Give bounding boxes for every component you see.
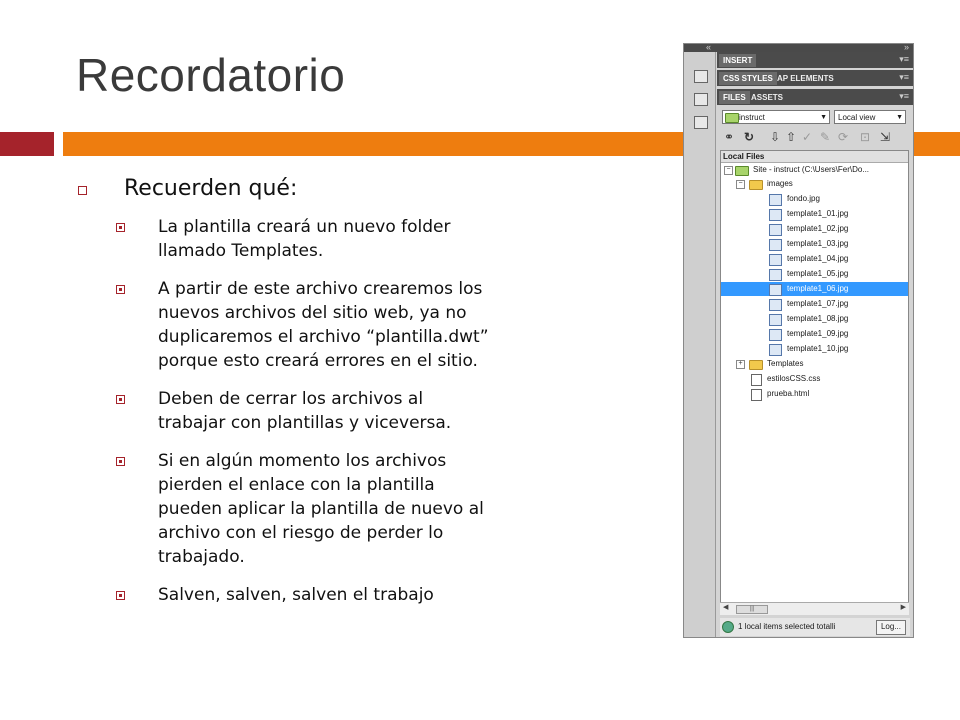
heading-item [70, 176, 490, 201]
bullet-box-icon [78, 186, 87, 195]
local-files-header: Local Files [721, 151, 908, 163]
css-tab-row [717, 70, 913, 86]
tab-css-styles[interactable]: CSS STYLES [719, 72, 777, 85]
image-file-icon [769, 224, 782, 236]
tab-files[interactable]: FILES [719, 91, 750, 104]
status-bar [720, 618, 910, 636]
connect-icon[interactable]: ⚭ [724, 130, 735, 144]
expand-icon[interactable]: ⊡ [860, 130, 871, 144]
collapse-icon[interactable]: − [736, 180, 745, 189]
accent-bar-red [0, 132, 54, 156]
tree-item-file[interactable]: template1_09.jpg [721, 327, 908, 341]
slide-content [70, 176, 490, 621]
bullet-square-icon [116, 395, 125, 404]
sync-icon[interactable]: ⟳ [838, 130, 849, 144]
site-select-value: instruct [739, 113, 765, 122]
tree-item-folder[interactable]: + Templates [721, 357, 908, 371]
image-file-icon [769, 194, 782, 206]
image-file-icon [769, 209, 782, 221]
collapse-right-icon[interactable]: » [903, 43, 909, 52]
check-in-icon[interactable]: ✎ [820, 130, 831, 144]
bullet-square-icon [116, 591, 125, 600]
view-select-value: Local view [838, 113, 876, 122]
log-button[interactable]: Log... [876, 620, 906, 635]
collapse-icon[interactable]: − [724, 166, 733, 175]
bullet-item [70, 449, 490, 569]
local-files-tree [720, 150, 909, 614]
site-select[interactable] [722, 110, 830, 124]
check-out-icon[interactable]: ✓ [802, 130, 813, 144]
insert-tab-row [717, 52, 913, 68]
bullet-item [70, 583, 490, 607]
bullet-text: La plantilla creará un nuevo folder llamado Templates. [158, 217, 451, 261]
tree-item-file[interactable]: template1_04.jpg [721, 252, 908, 266]
files-panel-icon[interactable] [694, 116, 708, 129]
image-file-icon [769, 344, 782, 356]
put-files-icon[interactable]: ⇧ [786, 130, 797, 144]
bullet-text: A partir de este archivo crearemos los nuevos archivos del sitio web, ya no duplicaremos el archivo “plantilla.dwt” porque esto creará errores en el sitio. [158, 279, 489, 371]
bullet-text: Si en algún momento los archivos pierden el enlace con la plantilla pueden aplicar la plantilla de nuevo al archivo con el riesgo de perder lo trabajado. [158, 451, 484, 567]
bullet-item [70, 215, 490, 263]
bullet-item [70, 277, 490, 373]
status-text: 1 local items selected totalli [738, 622, 836, 631]
heading-text: Recuerden qué: [124, 176, 298, 201]
panel-menu-icon[interactable]: ▾≡ [899, 91, 909, 101]
panel-menu-icon[interactable]: ▾≡ [899, 72, 909, 82]
html-file-icon [751, 389, 762, 401]
tree-item-file[interactable]: template1_05.jpg [721, 267, 908, 281]
image-file-icon [769, 299, 782, 311]
tree-item-file[interactable]: fondo.jpg [721, 192, 908, 206]
tree-item-file[interactable]: template1_08.jpg [721, 312, 908, 326]
tree-item-folder[interactable]: − images [721, 177, 908, 191]
collapse-left-icon[interactable]: « [706, 43, 712, 52]
tab-assets[interactable]: ASSETS [751, 93, 784, 102]
scroll-left-icon[interactable]: ◀ [723, 604, 729, 611]
bullet-square-icon [116, 457, 125, 466]
site-toolbar [720, 110, 910, 128]
files-panel-screenshot [683, 43, 914, 638]
site-folder-icon [735, 166, 749, 176]
refresh-icon[interactable]: ↻ [744, 130, 755, 144]
scroll-thumb[interactable]: ||| [736, 605, 768, 614]
slide-title: Recordatorio [76, 49, 346, 101]
file-actions-toolbar [720, 130, 910, 148]
image-file-icon [769, 269, 782, 281]
panel-top-bar [684, 44, 913, 52]
bullet-text: Deben de cerrar los archivos al trabajar con plantillas y viceversa. [158, 389, 452, 433]
tree-item-file[interactable]: template1_07.jpg [721, 297, 908, 311]
image-file-icon [769, 314, 782, 326]
chevron-down-icon: ▼ [896, 114, 903, 121]
tree-item-file[interactable]: prueba.html [721, 387, 908, 401]
image-file-icon [769, 254, 782, 266]
expand-icon[interactable]: + [736, 360, 745, 369]
tree-item-site[interactable]: − Site - instruct (C:\Users\Fer\Do... [721, 163, 908, 177]
insert-panel-icon[interactable] [694, 70, 708, 83]
tree-item-file[interactable]: template1_01.jpg [721, 207, 908, 221]
status-icon [722, 621, 734, 633]
bullet-text: Salven, salven, salven el trabajo [158, 585, 434, 605]
bullet-square-icon [116, 223, 125, 232]
css-panel-icon[interactable] [694, 93, 708, 106]
horizontal-scrollbar[interactable] [720, 602, 909, 615]
bullet-square-icon [116, 285, 125, 294]
image-file-icon [769, 239, 782, 251]
folder-icon [749, 360, 763, 370]
get-files-icon[interactable]: ⇩ [770, 130, 781, 144]
site-folder-icon [725, 113, 739, 123]
tree-item-file-selected[interactable]: template1_06.jpg [721, 282, 908, 296]
chevron-down-icon: ▼ [820, 114, 827, 121]
tree-item-file[interactable]: template1_10.jpg [721, 342, 908, 356]
tree-item-file[interactable]: template1_02.jpg [721, 222, 908, 236]
files-tab-row [717, 89, 913, 105]
css-file-icon [751, 374, 762, 386]
view-select[interactable] [834, 110, 906, 124]
folder-icon [749, 180, 763, 190]
expand-panel-icon[interactable]: ⇲ [880, 130, 891, 144]
tree-item-file[interactable]: template1_03.jpg [721, 237, 908, 251]
scroll-right-icon[interactable]: ▶ [900, 604, 906, 611]
image-file-icon [769, 284, 782, 296]
image-file-icon [769, 329, 782, 341]
bullet-item [70, 387, 490, 435]
tree-item-file[interactable]: estilosCSS.css [721, 372, 908, 386]
tab-insert[interactable]: INSERT [719, 54, 756, 67]
panel-icon-strip [684, 52, 716, 638]
tab-ap-elements[interactable]: AP ELEMENTS [777, 74, 834, 83]
panel-menu-icon[interactable]: ▾≡ [899, 54, 909, 64]
